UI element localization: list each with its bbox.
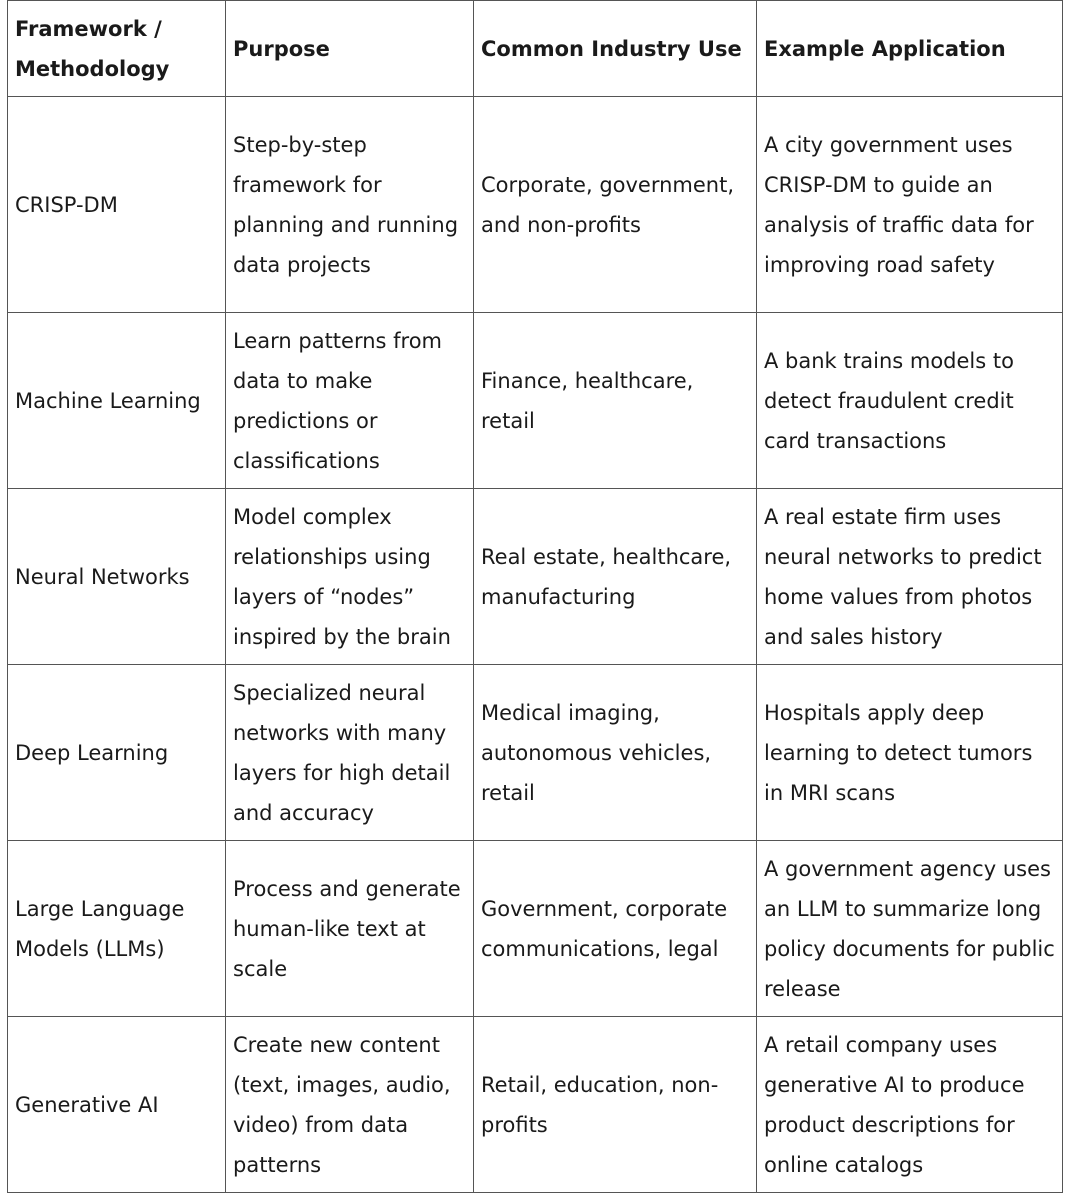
table-row bbox=[8, 665, 1063, 841]
header-row bbox=[8, 1, 1063, 97]
cell-purpose: Model complex relationships using layers of “nodes” inspired by the brain bbox=[226, 489, 474, 665]
table-row bbox=[8, 97, 1063, 313]
table-row bbox=[8, 489, 1063, 665]
cell-industry: Retail, education, non-profits bbox=[474, 1017, 757, 1193]
cell-purpose: Learn patterns from data to make predictions or classifications bbox=[226, 313, 474, 489]
cell-framework: Generative AI bbox=[8, 1017, 226, 1193]
cell-industry: Corporate, government, and non-profits bbox=[474, 97, 757, 313]
cell-industry: Medical imaging, autonomous vehicles, retail bbox=[474, 665, 757, 841]
cell-purpose: Create new content (text, images, audio, video) from data patterns bbox=[226, 1017, 474, 1193]
header-industry: Common Industry Use bbox=[474, 1, 757, 97]
frameworks-table bbox=[7, 0, 1063, 1193]
cell-example: A government agency uses an LLM to summarize long policy documents for public release bbox=[757, 841, 1063, 1017]
cell-example: A real estate firm uses neural networks to predict home values from photos and sales history bbox=[757, 489, 1063, 665]
cell-framework: Deep Learning bbox=[8, 665, 226, 841]
cell-example: A city government uses CRISP-DM to guide an analysis of traffic data for improving road safety bbox=[757, 97, 1063, 313]
table-row bbox=[8, 841, 1063, 1017]
cell-framework: Large Language Models (LLMs) bbox=[8, 841, 226, 1017]
header-example: Example Application bbox=[757, 1, 1063, 97]
cell-purpose: Specialized neural networks with many layers for high detail and accuracy bbox=[226, 665, 474, 841]
cell-purpose: Process and generate human-like text at scale bbox=[226, 841, 474, 1017]
cell-example: Hospitals apply deep learning to detect tumors in MRI scans bbox=[757, 665, 1063, 841]
cell-example: A bank trains models to detect fraudulent credit card transactions bbox=[757, 313, 1063, 489]
cell-industry: Finance, healthcare, retail bbox=[474, 313, 757, 489]
table-row bbox=[8, 313, 1063, 489]
table-row bbox=[8, 1017, 1063, 1193]
cell-industry: Real estate, healthcare, manufacturing bbox=[474, 489, 757, 665]
header-purpose: Purpose bbox=[226, 1, 474, 97]
cell-framework: CRISP-DM bbox=[8, 97, 226, 313]
cell-purpose: Step-by-step framework for planning and running data projects bbox=[226, 97, 474, 313]
cell-example: A retail company uses generative AI to produce product descriptions for online catalogs bbox=[757, 1017, 1063, 1193]
cell-industry: Government, corporate communications, legal bbox=[474, 841, 757, 1017]
cell-framework: Machine Learning bbox=[8, 313, 226, 489]
header-framework: Framework / Methodology bbox=[8, 1, 226, 97]
cell-framework: Neural Networks bbox=[8, 489, 226, 665]
